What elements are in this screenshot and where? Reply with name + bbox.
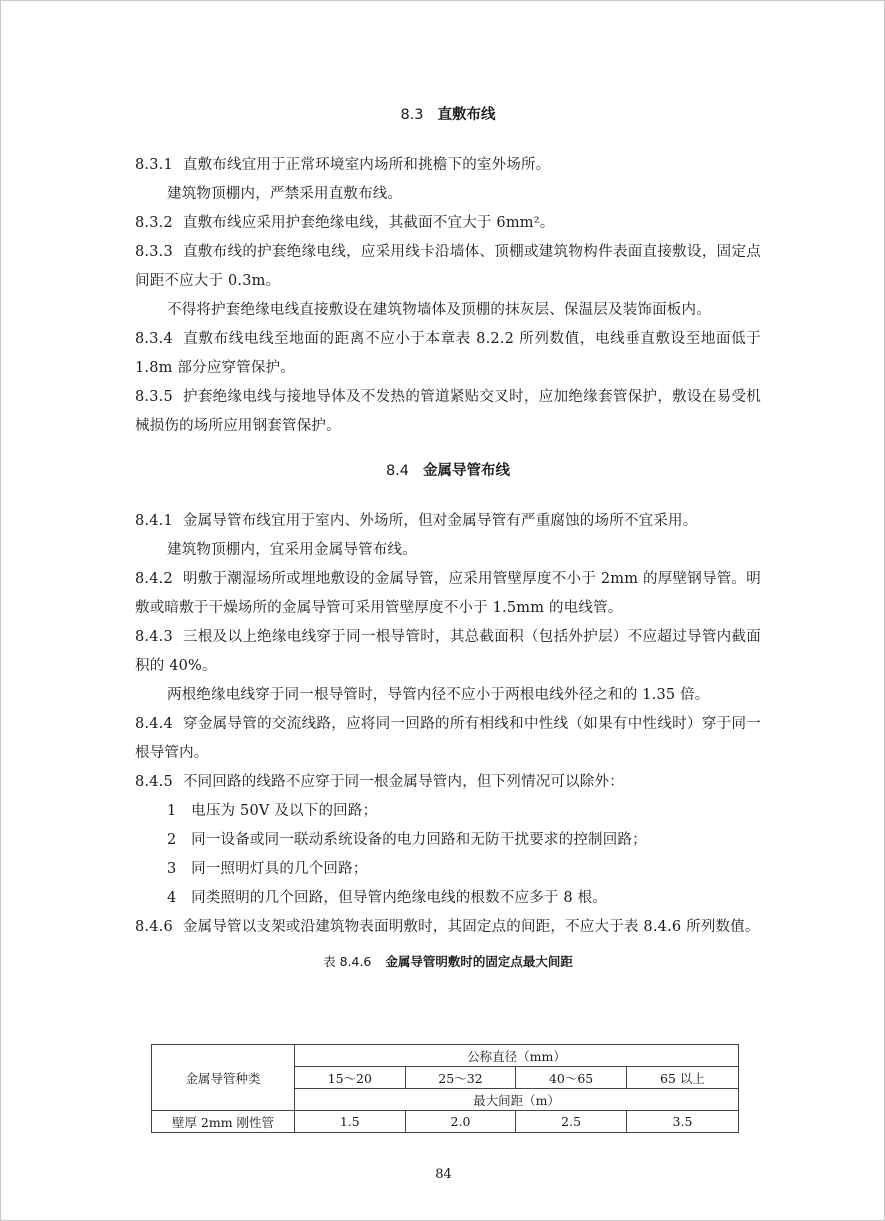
column-header-cell: 40～65: [516, 1067, 627, 1089]
table-caption: [135, 950, 761, 974]
list-item-text: 1 电压为 50V 及以下的回路；: [167, 803, 378, 819]
clause-number: 8.3.4: [135, 331, 173, 347]
value-cell: 3.5: [626, 1111, 738, 1133]
section-title-8-3: [135, 99, 761, 131]
clause-number: 8.3.1: [135, 157, 173, 173]
column-header-cell: 25～32: [405, 1067, 516, 1089]
clause-number: 8.4.3: [135, 629, 173, 645]
clause-text: 建筑物顶棚内，严禁采用直敷布线。: [167, 186, 403, 202]
column-header-cell: 15～20: [295, 1067, 406, 1089]
table-number: 表 8.4.6: [323, 954, 372, 969]
list-item: [135, 855, 761, 884]
clause-8-4-1: [135, 507, 761, 536]
value-cell: 1.5: [295, 1111, 406, 1133]
section-title-text: 金属导管布线: [423, 463, 511, 479]
value-cell: 2.5: [516, 1111, 627, 1133]
clause-text: 金属导管布线宜用于室内、外场所，但对金属导管有严重腐蚀的场所不宜采用。: [182, 513, 698, 529]
clause-number: 8.3.3: [135, 244, 173, 260]
clause-text: 直敷布线应采用护套绝缘电线，其截面不宜大于 6mm²。: [182, 215, 555, 231]
clause-paragraph: [135, 296, 761, 325]
clause-text: 穿金属导管的交流线路，应将同一回路的所有相线和中性线（如果有中性线时）穿于同一根导管内。: [135, 716, 761, 761]
row-header-cell: 金属导管种类: [152, 1045, 295, 1111]
table-row: [152, 1111, 739, 1133]
section-number: 8.4: [385, 463, 410, 479]
subheader-cell: 最大间距（m）: [295, 1089, 739, 1111]
clause-8-4-2: [135, 565, 761, 623]
clause-text: 金属导管以支架或沿建筑物表面明敷时，其固定点的间距，不应大于表 8.4.6 所列数值。: [182, 919, 760, 935]
page-content: [135, 99, 761, 974]
section-title-8-4: [135, 455, 761, 487]
column-header-cell: 65 以上: [626, 1067, 738, 1089]
clause-number: 8.3.5: [135, 389, 173, 405]
clause-8-3-3: [135, 238, 761, 296]
clause-paragraph: [135, 180, 761, 209]
clause-8-3-4: [135, 325, 761, 383]
clause-8-4-5: [135, 768, 761, 797]
list-item-text: 2 同一设备或同一联动系统设备的电力回路和无防干扰要求的控制回路；: [167, 832, 647, 848]
clause-number: 8.4.2: [135, 571, 173, 587]
clause-8-4-3: [135, 623, 761, 681]
list-item: [135, 797, 761, 826]
clause-8-4-6: [135, 913, 761, 942]
clause-text: 护套绝缘电线与接地导体及不发热的管道紧贴交叉时，应加绝缘套管保护，敷设在易受机械损伤的场所应用钢套管保护。: [135, 389, 761, 434]
section-number: 8.3: [400, 107, 424, 123]
group-header-cell: 公称直径（mm）: [295, 1045, 739, 1067]
clause-text: 直敷布线电线至地面的距离不应小于本章表 8.2.2 所列数值，电线垂直敷设至地面低于 1.8m 部分应穿管保护。: [135, 331, 761, 376]
list-item: [135, 826, 761, 855]
clause-text: 直敷布线的护套绝缘电线，应采用线卡沿墙体、顶棚或建筑物构件表面直接敷设，固定点间距不应大于 0.3m。: [135, 244, 761, 289]
list-item: [135, 884, 761, 913]
clause-8-3-5: [135, 383, 761, 441]
value-cell: 2.0: [405, 1111, 516, 1133]
list-item-text: 3 同一照明灯具的几个回路；: [167, 861, 368, 877]
clause-number: 8.4.4: [135, 716, 173, 732]
clause-paragraph: [135, 536, 761, 565]
page-number: 84: [435, 1167, 452, 1182]
clause-text: 直敷布线宜用于正常环境室内场所和挑檐下的室外场所。: [182, 157, 551, 173]
clause-text: 不同回路的线路不应穿于同一根金属导管内，但下列情况可以除外：: [182, 774, 624, 790]
clause-text: 建筑物顶棚内，宜采用金属导管布线。: [167, 542, 417, 558]
clause-8-3-2: [135, 209, 761, 238]
clause-8-3-1: [135, 151, 761, 180]
clause-number: 8.3.2: [135, 215, 173, 231]
clause-text: 明敷于潮湿场所或埋地敷设的金属导管，应采用管壁厚度不小于 2mm 的厚壁钢导管。明敷或暗敷于干燥场所的金属导管可采用管壁厚度不小于 1.5mm 的电线管。: [135, 571, 761, 616]
clause-number: 8.4.5: [135, 774, 173, 790]
clause-text: 不得将护套绝缘电线直接敷设在建筑物墙体及顶棚的抹灰层、保温层及装饰面板内。: [167, 302, 711, 318]
clause-text: 两根绝缘电线穿于同一根导管时，导管内径不应小于两根电线外径之和的 1.35 倍。: [167, 687, 710, 703]
clause-number: 8.4.6: [135, 919, 173, 935]
spacing-table: [151, 1044, 739, 1133]
row-label-cell: 壁厚 2mm 刚性管: [152, 1111, 295, 1133]
clause-paragraph: [135, 681, 761, 710]
table-title: 金属导管明敷时的固定点最大间距: [385, 954, 573, 969]
table-row: [152, 1045, 739, 1067]
clause-text: 三根及以上绝缘电线穿于同一根导管时，其总截面积（包括外护层）不应超过导管内截面积的 40%。: [135, 629, 761, 674]
clause-8-4-4: [135, 710, 761, 768]
clause-number: 8.4.1: [135, 513, 173, 529]
list-item-text: 4 同类照明的几个回路，但导管内绝缘电线的根数不应多于 8 根。: [167, 890, 608, 906]
section-title-text: 直敷布线: [437, 107, 496, 123]
